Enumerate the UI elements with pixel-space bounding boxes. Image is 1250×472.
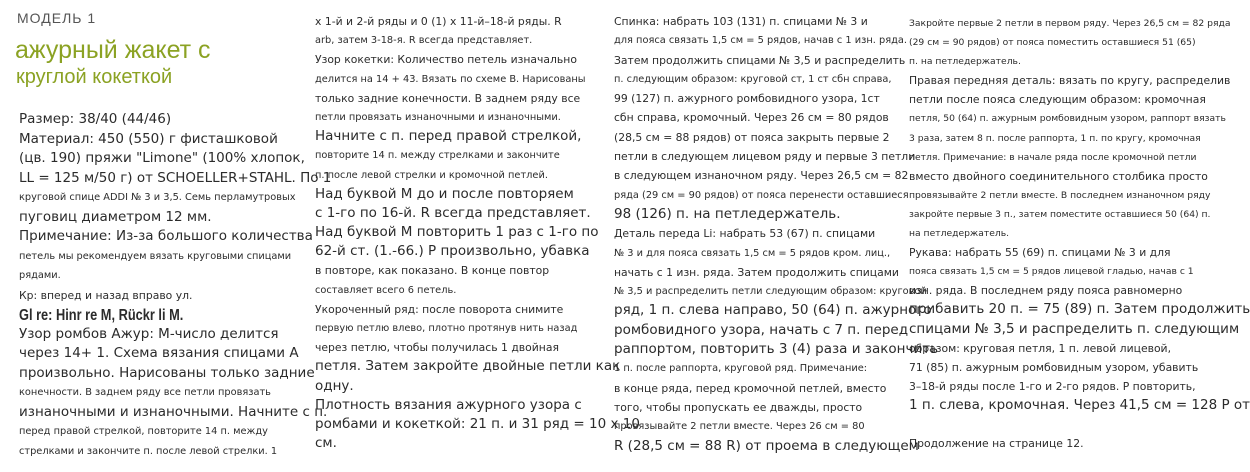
text-line: делится на 14 + 43. Вязать по схеме B. Нарисованы: [315, 73, 586, 85]
text-line: через петлю, чтобы получилась 1 двойная: [315, 341, 559, 355]
text-line: ряда (29 см = 90 рядов) от пояса перенести оставшиеся: [614, 189, 909, 201]
model-label: МОДЕЛЬ 1: [17, 10, 97, 26]
text-line: Узор кокетки: Количество петель изначально: [315, 53, 577, 67]
text-line: ромбами и кокеткой: 21 п. и 31 ряд = 10 х 10: [315, 415, 640, 432]
text-line: Кр: вперед и назад вправо ул.: [19, 288, 193, 302]
text-line: провязывайте 2 петли вместе. В последнем изнаночном ряду: [909, 189, 1211, 201]
text-line: Продолжение на странице 12.: [909, 437, 1084, 451]
text-line: того, чтобы пропускать ее дважды, просто: [614, 400, 863, 414]
text-line: ряд, 1 п. слева направо, 50 (64) п. ажурного: [614, 302, 932, 319]
abbreviation-line: Gl re: Hinr re M, Rückr li M.: [19, 307, 184, 324]
text-line: пояса связать 1,5 см = 5 рядов лицевой гладью, начав с 1: [909, 266, 1194, 278]
text-line: х 1-й и 2-й ряды и 0 (1) х 11-й–18-й ряды. R: [315, 15, 562, 28]
text-line: произвольно. Нарисованы только задние: [19, 364, 315, 381]
text-line: петля. Примечание: в начале ряда после кромочной петли: [909, 151, 1197, 163]
text-line: Узор ромбов Ажур: М-число делится: [19, 325, 279, 342]
text-line: Закройте первые 2 петли в первом ряду. Через 26,5 см = 82 ряда: [909, 18, 1231, 29]
text-line: для пояса связать 1,5 см = 5 рядов, начав с 1 изн. ряда.: [614, 35, 907, 47]
text-line: в следующем изнаночном ряду. Через 26,5 см = 82: [614, 169, 909, 183]
text-line: Затем продолжить спицами № 3,5 и распределить: [614, 53, 906, 67]
article-subtitle: круглой кокеткой: [16, 66, 173, 88]
text-column-2: [315, 12, 640, 453]
text-line: только задние конечности. В заднем ряду все: [315, 91, 581, 105]
text-line: изн. ряда. В последнем ряду пояса равномерно: [909, 284, 1183, 298]
text-line: п. на петледержатель.: [909, 56, 1021, 68]
text-line: см.: [315, 435, 337, 452]
text-line: раппортом, повторить 3 (4) раза и закончить: [614, 341, 939, 358]
text-line: Над буквой М до и после повторяем: [315, 185, 574, 202]
text-line: R (28,5 см = 88 R) от проема в следующем: [614, 437, 919, 454]
text-column-3: [614, 12, 939, 456]
text-column-4: [909, 14, 1250, 453]
text-line: с 1-го по 16-й. R всегда представляет.: [315, 204, 591, 221]
text-line: 98 (126) п. на петледержатель.: [614, 205, 841, 222]
text-line: 3 раза, затем 8 п. после раппорта, 1 п. по кругу, кромочная: [909, 132, 1201, 144]
text-line: 1 п. после раппорта, круговой ряд. Примечание:: [614, 363, 868, 375]
text-line: № 3,5 и распределить петли следующим образом: круговой: [614, 286, 927, 298]
text-line: п. следующим образом: круговой ст, 1 ст сбн справа,: [614, 73, 892, 85]
text-line: образом: круговая петля, 1 п. левой лицевой,: [909, 341, 1172, 355]
text-line: пуговиц диаметром 12 мм.: [19, 208, 212, 225]
text-line: перед правой стрелкой, повторите 14 п. между: [19, 426, 268, 437]
text-line: (цв. 190) пряжи "Limone" (100% хлопок,: [19, 150, 305, 166]
text-line: на петледержатель.: [909, 228, 1010, 240]
text-line: спицами № 3,5 и распределить п. следующим: [909, 320, 1240, 337]
text-line: повторите 14 п. между стрелками и закончите: [315, 150, 560, 162]
text-line: п. после левой стрелки и кромочной петлей.: [315, 169, 548, 181]
text-line: Материал: 450 (550) г фисташковой: [19, 130, 278, 147]
text-line: [19, 305, 294, 325]
text-line: составляет всего 6 петель.: [315, 284, 457, 296]
text-line: вместо двойного соединительного столбика просто: [909, 169, 1208, 183]
text-line: Рукава: набрать 55 (69) п. спицами № 3 и для: [909, 246, 1171, 260]
text-line: (29 см = 90 рядов) от пояса поместить оставшиеся 51 (65): [909, 37, 1196, 49]
text-line: (28,5 см = 88 рядов) от пояса закрыть первые 2: [614, 130, 890, 144]
text-line: петли в следующем лицевом ряду и первые 3 петли: [614, 150, 916, 164]
text-line: 99 (127) п. ажурного ромбовидного узора, 1ст: [614, 92, 880, 106]
text-line: провязывайте 2 петли вместе. Через 26 см = 80: [614, 421, 865, 433]
text-line: Деталь переда Li: набрать 53 (67) п. спицами: [614, 227, 876, 241]
text-line: конечности. В заднем ряду все петли провязать: [19, 387, 271, 398]
text-line: сбн справа, кромочный. Через 26 см = 80 рядов: [614, 111, 889, 125]
text-line: петли провязать изнаночными и изнаночными.: [315, 111, 561, 123]
text-line: Начните с п. перед правой стрелкой,: [315, 128, 582, 145]
text-line: одну.: [315, 377, 354, 394]
text-line: петля. Затем закройте двойные петли как: [315, 358, 621, 375]
text-line: Правая передняя деталь: вязать по кругу, распределив: [909, 74, 1231, 88]
text-line: изнаночными и изнаночными. Начните с п.: [19, 403, 328, 420]
text-line: LL = 125 м/50 г) от SCHOELLER+STAHL. По 1: [19, 169, 332, 186]
text-line: Спинка: набрать 103 (131) п. спицами № 3 и: [614, 15, 868, 28]
text-line: прибавить 20 п. = 75 (89) п. Затем продолжить: [909, 301, 1250, 318]
text-line: 3–18-й ряды после 1-го и 2-го рядов. Р повторить,: [909, 379, 1196, 393]
text-line: петли после пояса следующим образом: кромочная: [909, 93, 1206, 107]
text-line: Примечание: Из-за большого количества: [19, 228, 313, 244]
text-line: круговой спице ADDI № 3 и 3,5. Семь перламутровых: [19, 192, 296, 203]
text-line: петля, 50 (64) п. ажурным ромбовидным узором, раппорт вязать: [909, 113, 1226, 125]
text-line: Размер: 38/40 (44/46): [19, 111, 172, 127]
text-line: в конце ряда, перед кромочной петлей, вместо: [614, 381, 887, 395]
text-line: Укороченный ряд: после поворота снимите: [315, 302, 564, 316]
text-line: 71 (85) п. ажурным ромбовидным узором, убавить: [909, 360, 1199, 374]
text-line: рядами.: [19, 270, 61, 281]
text-line: [909, 415, 1189, 434]
text-line: закройте первые 3 п., затем поместите оставшиеся 50 (64) п.: [909, 208, 1211, 220]
text-line: № 3 и для пояса связать 1,5 см = 5 рядов кром. лиц.,: [614, 247, 891, 259]
text-line: начать с 1 изн. ряда. Затем продолжить спицами: [614, 265, 899, 279]
text-line: стрелками и закончите п. после левой стрелки. 1: [19, 445, 278, 457]
text-line: первую петлю влево, плотно протянув нить назад: [315, 323, 578, 334]
text-line: 1 п. слева, кромочная. Через 41,5 см = 128 Р от: [909, 396, 1250, 413]
text-line: петель мы рекомендуем вязать круговыми спицами: [19, 250, 292, 262]
text-line: arb, затем 3-18-я. R всегда представляет.: [315, 35, 533, 47]
text-line: ромбовидного узора, начать с 7 п. перед: [614, 321, 909, 338]
text-line: Плотность вязания ажурного узора с: [315, 396, 582, 413]
text-line: в повторе, как показано. В конце повтор: [315, 264, 550, 278]
text-line: 62-й ст. (1.-66.) Р произвольно, убавка: [315, 243, 590, 260]
text-line: Над буквой М повторить 1 раз с 1-го по: [315, 224, 599, 241]
text-line: через 14+ 1. Схема вязания спицами А: [19, 345, 299, 361]
article-title: ажурный жакет с: [15, 36, 211, 64]
